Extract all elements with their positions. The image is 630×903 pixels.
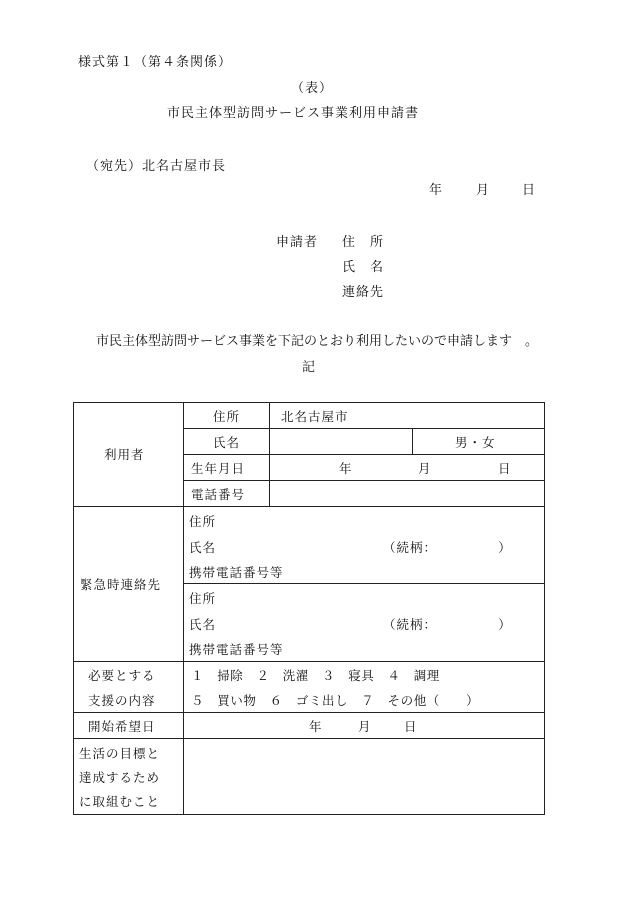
emergency1-name-label: 氏名 <box>189 540 217 555</box>
goal-label-line1: 生活の目標と <box>79 746 161 761</box>
start-month-label: 月 <box>358 719 372 734</box>
emergency1-relation: （続柄： ） <box>383 540 512 555</box>
user-birth-year-label: 年 <box>339 461 353 476</box>
emergency2-address-label: 住所 <box>189 591 217 606</box>
start-day-label: 日 <box>404 719 418 734</box>
support-label-line1: 必要とする <box>88 668 156 683</box>
user-section-label: 利用者 <box>104 447 145 462</box>
user-address-value: 北名古屋市 <box>281 409 349 424</box>
application-form-table <box>73 402 545 815</box>
start-year-label: 年 <box>309 719 323 734</box>
user-address-label: 住所 <box>213 409 241 424</box>
user-phone-field[interactable] <box>276 482 538 504</box>
form-number: 様式第１（第４条関係） <box>78 55 233 70</box>
application-statement: 市民主体型訪問サービス事業を下記のとおり利用したいので申請します 。 <box>96 334 539 349</box>
support-options-row1[interactable]: １ 掃除 ２ 洗濯 ３ 寝具 ４ 調理 <box>191 668 440 683</box>
user-name-field[interactable] <box>276 430 408 452</box>
emergency2-relation: （続柄： ） <box>383 617 512 632</box>
user-name-label: 氏名 <box>213 435 241 450</box>
applicant-address-label: 住 所 <box>342 235 385 250</box>
user-birthdate-label: 生年月日 <box>191 461 246 476</box>
emergency2-name-label: 氏名 <box>189 617 217 632</box>
goal-label-line2: 達成するため <box>79 770 161 785</box>
support-label-line2: 支援の内容 <box>88 693 156 708</box>
user-phone-label: 電話番号 <box>191 487 246 502</box>
goal-text-area[interactable] <box>189 742 539 810</box>
applicant-label: 申請者 <box>276 235 319 250</box>
user-gender-choice[interactable]: 男・女 <box>455 435 496 450</box>
date-day-label: 日 <box>522 183 537 198</box>
date-month-label: 月 <box>476 183 491 198</box>
date-year-label: 年 <box>429 183 444 198</box>
addressee: （宛先）北名古屋市長 <box>86 159 227 174</box>
emergency1-address-label: 住所 <box>189 514 217 529</box>
start-date-label: 開始希望日 <box>88 719 156 734</box>
user-birth-day-label: 日 <box>498 461 512 476</box>
form-title: 市民主体型訪問サービス事業利用申請書 <box>167 106 420 121</box>
emergency1-mobile-label: 携帯電話番号等 <box>189 565 284 580</box>
support-options-row2[interactable]: ５ 買い物 ６ ゴミ出し ７ その他（ ） <box>191 693 480 708</box>
emergency2-mobile-label: 携帯電話番号等 <box>189 642 284 657</box>
form-side-label: （表） <box>291 81 334 96</box>
emergency-section-label: 緊急時連絡先 <box>80 577 162 592</box>
ki-label: 記 <box>302 360 317 375</box>
applicant-name-label: 氏 名 <box>342 260 385 275</box>
goal-label-line3: に取組むこと <box>79 794 161 809</box>
applicant-contact-label: 連絡先 <box>342 285 385 300</box>
user-birth-month-label: 月 <box>418 461 432 476</box>
